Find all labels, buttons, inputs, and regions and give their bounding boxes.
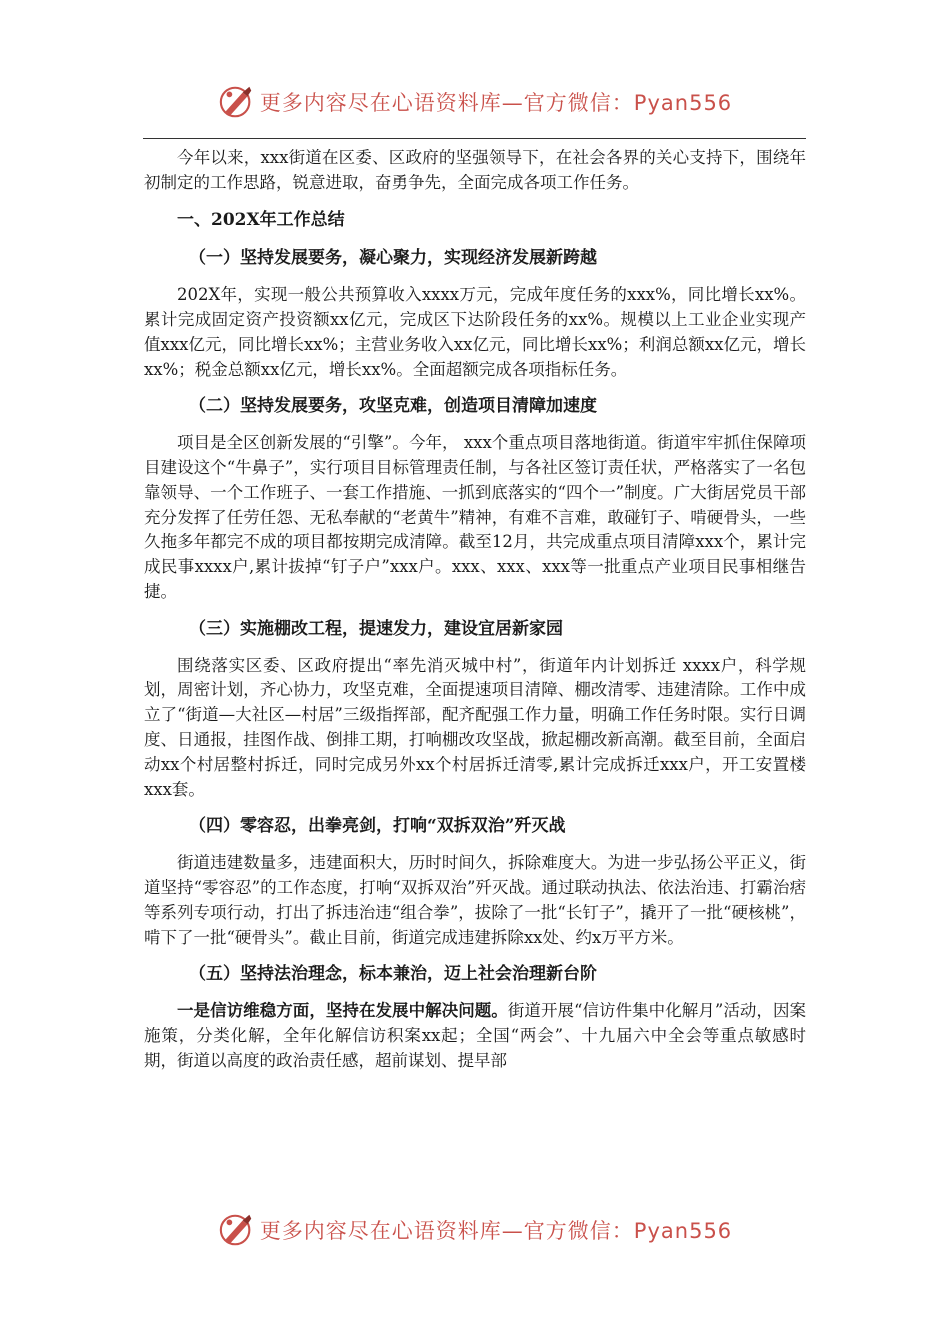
- header-banner: [0, 82, 950, 122]
- section-4-body: 街道违建数量多，违建面积大，历时时间久，拆除难度大。为进一步弘扬公平正义，街道坚持“零容忍”的工作态度，打响“双拆双治”歼灭战。通过联动执法、依法治违、打霸治痞等系列专项行动，打出了拆违治违“组合拳”，拔除了一批“长钉子”，撬开了一批“硬核桃”，啃下了一批“硬骨头”。截止目前，街道完成违建拆除xx处、约x万平方米。: [144, 853, 806, 947]
- document-body: [144, 146, 806, 1086]
- intro-paragraph: 今年以来，xxx街道在区委、区政府的坚强领导下，在社会各界的关心支持下，围绕年初制定的工作思路，锐意进取，奋勇争先，全面完成各项工作任务。: [144, 148, 806, 192]
- section-5-title: （五）坚持法治理念，标本兼治，迈上社会治理新台阶: [189, 964, 597, 985]
- footer-banner: [0, 1210, 950, 1250]
- header-divider: [143, 138, 806, 139]
- section-2-body: 项目是全区创新发展的“引擎”。今年， xxx个重点项目落地街道。街道牢牢抓住保障项目建设这个“牛鼻子”，实行项目目标管理责任制，与各社区签订责任状，严格落实了一名包靠领导、一个工作班子、一套工作措施、一抓到底落实的“四个一”制度。广大街居党员干部充分发挥了任劳任怨、无私奉献的“老黄牛”精神，有难不言难，敢碰钉子、啃硬骨头，一些久拖多年都完不成的项目都按期完成清障。截至12月，共完成重点项目清障xxx个，累计完成民事xxxx户,累计拔掉“钉子户”xxx户。xxx、xxx、xxx等一批重点产业项目民事相继告捷。: [144, 433, 806, 601]
- banner-text: 更多内容尽在心语资料库—官方微信：Pyan556: [259, 91, 733, 115]
- section-5-body: [144, 999, 806, 1073]
- heading-level-1: 一、202X年工作总结: [177, 209, 345, 230]
- section-3-body: 围绕落实区委、区政府提出“率先消灭城中村”，街道年内计划拆迁 xxxx户，科学规划，周密计划，齐心协力，攻坚克难，全面提速项目清障、棚改清零、违建清除。工作中成立了“街道—大社区—村居”三级指挥部，配齐配强工作力量，明确工作任务时限。实行日调度、日通报，挂图作战、倒排工期，打响棚改攻坚战，掀起棚改新高潮。截至目前，全面启动xx个村居整村拆迁，同时完成另外xx个村居拆迁清零,累计完成拆迁xxx户，开工安置楼xxx套。: [144, 655, 806, 799]
- section-1-title: （一）坚持发展要务，凝心聚力，实现经济发展新跨越: [189, 248, 597, 269]
- section-2-title: （二）坚持发展要务，攻坚克难，创造项目清障加速度: [189, 396, 597, 417]
- pen-nib-logo-icon: [218, 1211, 256, 1249]
- section-5-lead: 一是信访维稳方面，坚持在发展中解决问题。: [177, 1001, 508, 1021]
- section-5-text: 街道开展“信访件集中化解月”活动，因案施策，分类化解，全年化解信访积案xx起；全国“两会”、十九届六中全会等重点敏感时期，街道以高度的政治责任感，超前谋划、提早部: [144, 1001, 806, 1070]
- pen-nib-logo-icon: [218, 83, 256, 121]
- section-4-title: （四）零容忍，出拳亮剑，打响“双拆双治”歼灭战: [189, 816, 566, 837]
- section-1-body: 202X年，实现一般公共预算收入xxxx万元，完成年度任务的xxx%，同比增长xx%。累计完成固定资产投资额xx亿元，完成区下达阶段任务的xx%。规模以上工业企业实现产值xxx亿元，同比增长xx%；主营业务收入xx亿元，同比增长xx%；利润总额xx亿元，增长xx%；税金总额xx亿元，增长xx%。全面超额完成各项指标任务。: [144, 285, 806, 379]
- section-3-title: （三）实施棚改工程，提速发力，建设宜居新家园: [189, 618, 563, 639]
- banner-text: 更多内容尽在心语资料库—官方微信：Pyan556: [259, 1219, 733, 1243]
